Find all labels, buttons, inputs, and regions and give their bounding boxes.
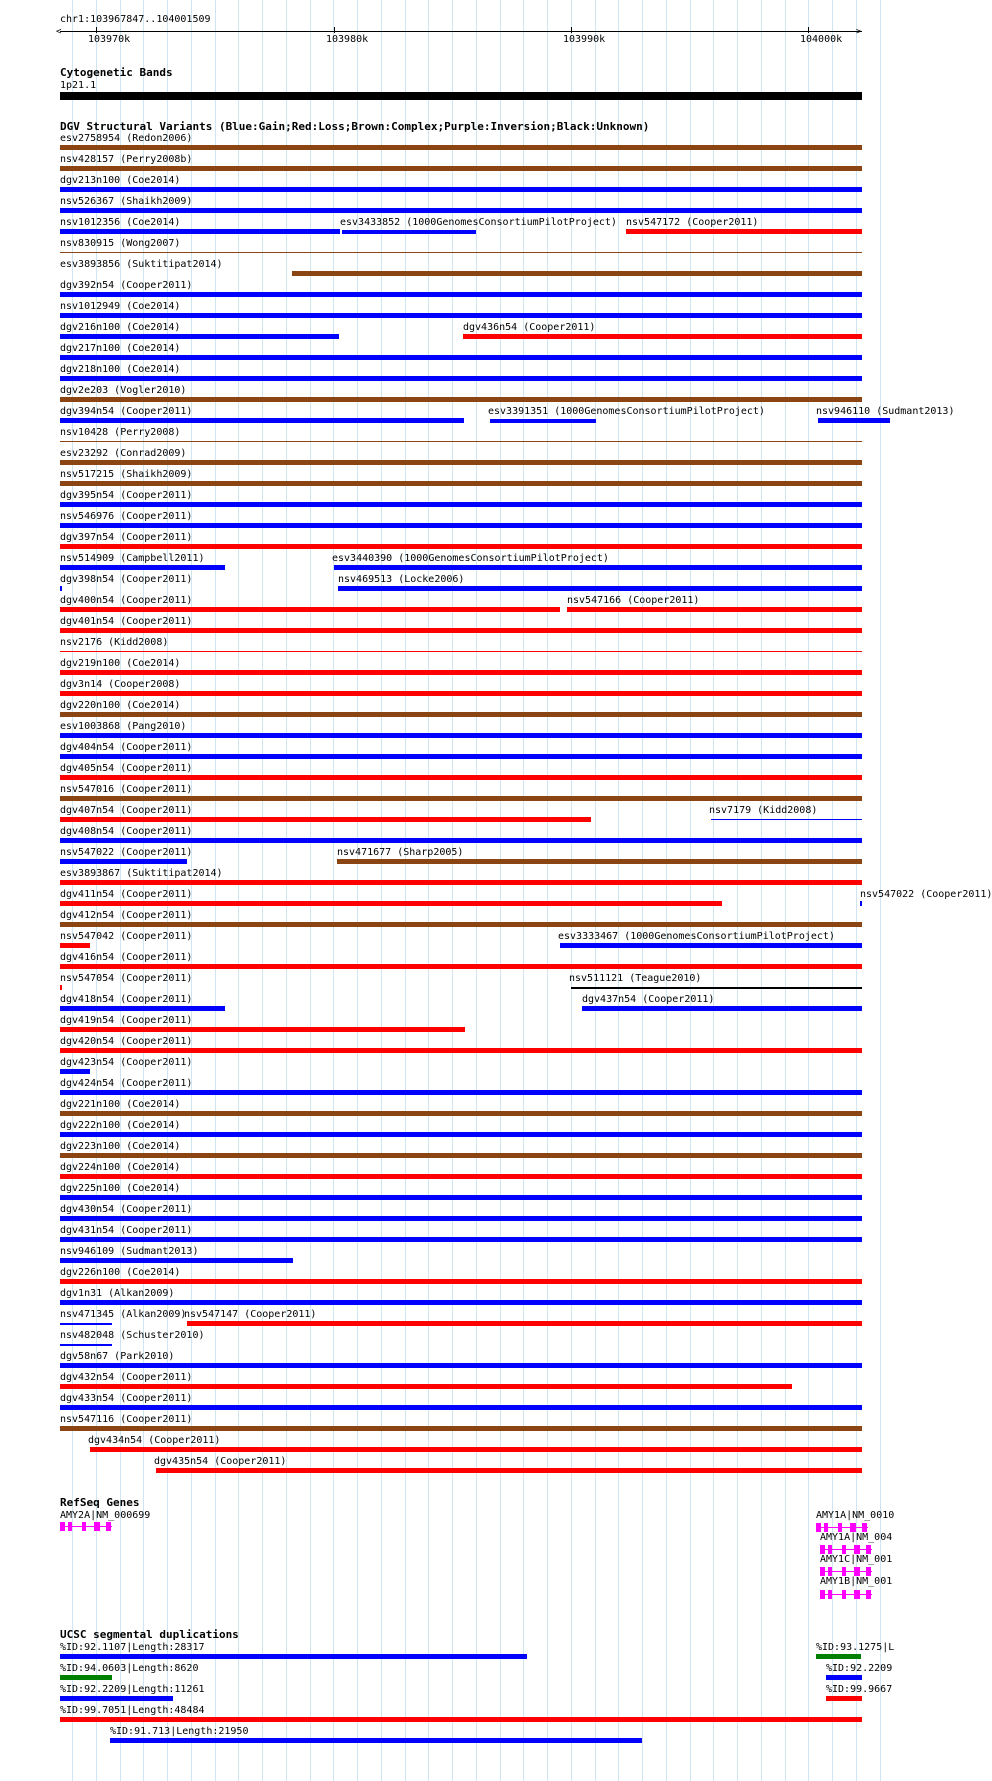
variant-bar[interactable] <box>337 859 862 864</box>
variant-label: nsv547116 (Cooper2011) <box>60 1414 193 1425</box>
gene-label: AMY1A|NM_0010 <box>816 1510 895 1521</box>
segdup-label: %ID:99.7051|Length:48484 <box>60 1705 205 1716</box>
variant-label: dgv436n54 (Cooper2011) <box>463 322 596 333</box>
variant-bar[interactable] <box>60 943 90 948</box>
gene-label: AMY2A|NM_000699 <box>60 1510 151 1521</box>
variant-bar[interactable] <box>60 1174 862 1179</box>
dgv-track-title: DGV Structural Variants (Blue:Gain;Red:Loss;Brown:Complex;Purple:Inversion;Black:Unknown) <box>60 120 650 133</box>
variant-label: dgv430n54 (Cooper2011) <box>60 1204 193 1215</box>
variant-label: nsv547172 (Cooper2011) <box>626 217 759 228</box>
variant-bar[interactable] <box>60 1153 862 1158</box>
grid-line <box>666 0 667 1781</box>
ruler-label: 103990k <box>563 34 606 45</box>
segdup-track-title: UCSC segmental duplications <box>60 1628 239 1641</box>
gene-exon[interactable] <box>850 1523 856 1532</box>
grid-line <box>618 0 619 1781</box>
variant-label: dgv218n100 (Coe2014) <box>60 364 181 375</box>
grid-line <box>310 0 311 1781</box>
variant-label: nsv517215 (Shaikh2009) <box>60 469 193 480</box>
variant-bar[interactable] <box>818 418 890 423</box>
gene-exon[interactable] <box>820 1545 825 1554</box>
variant-bar[interactable] <box>60 1384 792 1389</box>
ruler-right-arrow: > <box>856 27 862 37</box>
variant-bar[interactable] <box>60 817 591 822</box>
variant-label: nsv830915 (Wong2007) <box>60 238 181 249</box>
variant-label: dgv435n54 (Cooper2011) <box>154 1456 287 1467</box>
variant-label: dgv401n54 (Cooper2011) <box>60 616 193 627</box>
variant-bar[interactable] <box>60 651 862 652</box>
variant-label: dgv405n54 (Cooper2011) <box>60 763 193 774</box>
variant-label: dgv431n54 (Cooper2011) <box>60 1225 193 1236</box>
variant-label: dgv408n54 (Cooper2011) <box>60 826 193 837</box>
variant-label: nsv547147 (Cooper2011) <box>184 1309 317 1320</box>
gene-exon[interactable] <box>816 1523 821 1532</box>
grid-line <box>713 0 714 1781</box>
variant-label: nsv10428 (Perry2008) <box>60 427 181 438</box>
variant-label: dgv404n54 (Cooper2011) <box>60 742 193 753</box>
variant-label: nsv546976 (Cooper2011) <box>60 511 193 522</box>
variant-label: nsv547054 (Cooper2011) <box>60 973 193 984</box>
variant-bar[interactable] <box>60 1344 112 1346</box>
variant-bar[interactable] <box>60 565 225 570</box>
variant-bar[interactable] <box>571 987 862 989</box>
variant-label: dgv423n54 (Cooper2011) <box>60 1057 193 1068</box>
variant-label: esv3333467 (1000GenomesConsortiumPilotProject) <box>558 931 835 942</box>
location-label: chr1:103967847..104001509 <box>60 14 211 25</box>
segdup-label: %ID:94.0603|Length:8620 <box>60 1663 199 1674</box>
variant-bar[interactable] <box>60 397 862 402</box>
grid-line <box>595 0 596 1781</box>
variant-label: dgv412n54 (Cooper2011) <box>60 910 193 921</box>
variant-label: dgv424n54 (Cooper2011) <box>60 1078 193 1089</box>
grid-line <box>785 0 786 1781</box>
variant-bar[interactable] <box>60 1363 862 1368</box>
gene-label: AMY1B|NM_001 <box>820 1576 893 1587</box>
refseq-track-title: RefSeq Genes <box>60 1496 140 1509</box>
variant-label: dgv221n100 (Coe2014) <box>60 1099 181 1110</box>
gene-exon[interactable] <box>82 1522 86 1531</box>
gene-exon[interactable] <box>862 1523 867 1532</box>
variant-label: nsv7179 (Kidd2008) <box>709 805 818 816</box>
variant-bar[interactable] <box>60 670 862 675</box>
gene-exon[interactable] <box>820 1567 825 1576</box>
segdup-label: %ID:99.9667 <box>826 1684 893 1695</box>
variant-label: nsv547022 (Cooper2011) <box>860 889 992 900</box>
variant-bar[interactable] <box>60 712 862 717</box>
variant-bar[interactable] <box>334 565 862 570</box>
gene-exon[interactable] <box>866 1567 871 1576</box>
grid-line <box>238 0 239 1781</box>
grid-line <box>808 0 809 1781</box>
variant-label: esv3391351 (1000GenomesConsortiumPilotProject) <box>488 406 765 417</box>
variant-label: nsv1012356 (Coe2014) <box>60 217 181 228</box>
variant-bar[interactable] <box>60 292 862 297</box>
variant-label: dgv217n100 (Coe2014) <box>60 343 181 354</box>
variant-label: dgv392n54 (Cooper2011) <box>60 280 193 291</box>
grid-line <box>286 0 287 1781</box>
variant-bar[interactable] <box>60 628 862 633</box>
variant-label: nsv2176 (Kidd2008) <box>60 637 169 648</box>
variant-bar[interactable] <box>60 1006 225 1011</box>
variant-label: dgv418n54 (Cooper2011) <box>60 994 193 1005</box>
segdup-label: %ID:91.713|Length:21950 <box>110 1726 249 1737</box>
variant-bar[interactable] <box>60 838 862 843</box>
variant-bar[interactable] <box>60 355 862 360</box>
variant-label: esv1003868 (Pang2010) <box>60 721 187 732</box>
gene-exon[interactable] <box>842 1545 846 1554</box>
grid-line <box>571 0 572 1781</box>
variant-bar[interactable] <box>60 208 862 213</box>
gene-exon[interactable] <box>838 1523 842 1532</box>
variant-label: dgv433n54 (Cooper2011) <box>60 1393 193 1404</box>
grid-line <box>428 0 429 1781</box>
variant-bar[interactable] <box>60 481 862 486</box>
gene-label: AMY1C|NM_001 <box>820 1554 893 1565</box>
gene-exon[interactable] <box>68 1522 72 1531</box>
cytoband-track-title: Cytogenetic Bands <box>60 66 173 79</box>
variant-bar[interactable] <box>60 1027 465 1032</box>
gene-exon[interactable] <box>828 1567 832 1576</box>
variant-bar[interactable] <box>60 1405 862 1410</box>
cytoband-label: 1p21.1 <box>60 80 97 91</box>
variant-label: dgv216n100 (Coe2014) <box>60 322 181 333</box>
ruler-left-arrow: < <box>56 27 62 37</box>
gene-exon[interactable] <box>828 1590 832 1599</box>
variant-label: dgv437n54 (Cooper2011) <box>582 994 715 1005</box>
variant-bar[interactable] <box>60 544 862 549</box>
variant-bar[interactable] <box>560 943 862 948</box>
ruler-tick <box>571 27 572 33</box>
gene-exon[interactable] <box>106 1522 111 1531</box>
variant-bar[interactable] <box>60 418 464 423</box>
variant-bar[interactable] <box>60 1300 862 1305</box>
variant-bar[interactable] <box>60 229 340 234</box>
variant-bar[interactable] <box>60 1323 112 1325</box>
variant-bar[interactable] <box>60 880 862 885</box>
variant-bar[interactable] <box>338 586 862 591</box>
variant-label: dgv394n54 (Cooper2011) <box>60 406 193 417</box>
grid-line <box>262 0 263 1781</box>
grid-line <box>642 0 643 1781</box>
variant-label: dgv219n100 (Coe2014) <box>60 658 181 669</box>
variant-bar[interactable] <box>60 376 862 381</box>
gene-exon[interactable] <box>854 1545 860 1554</box>
variant-label: esv3893856 (Suktitipat2014) <box>60 259 223 270</box>
variant-label: esv3440390 (1000GenomesConsortiumPilotProject) <box>332 553 609 564</box>
grid-line <box>357 0 358 1781</box>
segdup-bar[interactable] <box>60 1675 112 1680</box>
variant-bar[interactable] <box>60 775 862 780</box>
grid-line <box>333 0 334 1781</box>
variant-bar[interactable] <box>60 1426 862 1431</box>
variant-label: dgv432n54 (Cooper2011) <box>60 1372 193 1383</box>
grid-line <box>381 0 382 1781</box>
variant-label: dgv395n54 (Cooper2011) <box>60 490 193 501</box>
grid-line <box>690 0 691 1781</box>
variant-label: nsv471345 (Alkan2009) <box>60 1309 187 1320</box>
segdup-bar[interactable] <box>816 1654 861 1659</box>
segdup-label: %ID:92.1107|Length:28317 <box>60 1642 205 1653</box>
variant-bar[interactable] <box>60 441 862 442</box>
variant-label: esv3433852 (1000GenomesConsortiumPilotProject) <box>340 217 617 228</box>
variant-bar[interactable] <box>60 796 862 801</box>
gene-exon[interactable] <box>828 1545 832 1554</box>
segdup-label: %ID:93.1275|L <box>816 1642 895 1653</box>
variant-bar[interactable] <box>60 460 862 465</box>
variant-label: dgv400n54 (Cooper2011) <box>60 595 193 606</box>
variant-label: nsv1012949 (Coe2014) <box>60 301 181 312</box>
variant-label: dgv419n54 (Cooper2011) <box>60 1015 193 1026</box>
variant-bar[interactable] <box>463 334 862 339</box>
variant-label: dgv223n100 (Coe2014) <box>60 1141 181 1152</box>
variant-label: dgv225n100 (Coe2014) <box>60 1183 181 1194</box>
variant-bar[interactable] <box>60 922 862 927</box>
variant-bar[interactable] <box>60 1195 862 1200</box>
variant-label: dgv1n31 (Alkan2009) <box>60 1288 175 1299</box>
gene-label: AMY1A|NM_004 <box>820 1532 893 1543</box>
segdup-bar[interactable] <box>60 1654 527 1659</box>
variant-bar[interactable] <box>187 1321 862 1326</box>
gene-exon[interactable] <box>820 1590 825 1599</box>
variant-bar[interactable] <box>60 607 560 612</box>
variant-bar[interactable] <box>60 1132 862 1137</box>
variant-label: nsv547166 (Cooper2011) <box>567 595 700 606</box>
variant-label: dgv213n100 (Coe2014) <box>60 175 181 186</box>
variant-bar[interactable] <box>60 145 862 150</box>
ruler-tick <box>808 27 809 33</box>
segdup-bar[interactable] <box>110 1738 642 1743</box>
variant-label: dgv416n54 (Cooper2011) <box>60 952 193 963</box>
segdup-bar[interactable] <box>60 1696 173 1701</box>
grid-line <box>737 0 738 1781</box>
variant-label: dgv224n100 (Coe2014) <box>60 1162 181 1173</box>
variant-bar[interactable] <box>582 1006 862 1011</box>
variant-label: dgv3n14 (Cooper2008) <box>60 679 181 690</box>
variant-bar[interactable] <box>342 230 476 234</box>
grid-line <box>547 0 548 1781</box>
variant-bar[interactable] <box>567 607 862 612</box>
variant-label: dgv226n100 (Coe2014) <box>60 1267 181 1278</box>
variant-bar[interactable] <box>60 1048 862 1053</box>
variant-label: nsv471677 (Sharp2005) <box>337 847 464 858</box>
variant-bar[interactable] <box>60 502 862 507</box>
variant-label: dgv222n100 (Coe2014) <box>60 1120 181 1131</box>
variant-label: dgv407n54 (Cooper2011) <box>60 805 193 816</box>
variant-bar[interactable] <box>60 964 862 969</box>
variant-label: nsv547022 (Cooper2011) <box>60 847 193 858</box>
variant-bar[interactable] <box>60 187 862 192</box>
grid-line <box>476 0 477 1781</box>
variant-label: nsv547016 (Cooper2011) <box>60 784 193 795</box>
grid-line <box>405 0 406 1781</box>
variant-label: esv23292 (Conrad2009) <box>60 448 187 459</box>
variant-bar[interactable] <box>60 1216 862 1221</box>
variant-bar[interactable] <box>60 1258 293 1263</box>
grid-line <box>452 0 453 1781</box>
variant-label: dgv398n54 (Cooper2011) <box>60 574 193 585</box>
gene-exon[interactable] <box>842 1567 846 1576</box>
variant-bar[interactable] <box>860 901 862 906</box>
variant-bar[interactable] <box>60 586 62 591</box>
variant-bar[interactable] <box>60 901 722 906</box>
variant-label: nsv547042 (Cooper2011) <box>60 931 193 942</box>
segdup-bar[interactable] <box>826 1696 862 1701</box>
variant-label: nsv511121 (Teague2010) <box>569 973 702 984</box>
variant-bar[interactable] <box>60 859 187 864</box>
variant-label: nsv946110 (Sudmant2013) <box>816 406 955 417</box>
variant-bar[interactable] <box>626 229 862 234</box>
variant-bar[interactable] <box>60 252 862 253</box>
ruler-label: 104000k <box>800 34 843 45</box>
variant-label: dgv411n54 (Cooper2011) <box>60 889 193 900</box>
ruler-label: 103970k <box>88 34 131 45</box>
grid-line <box>761 0 762 1781</box>
ruler-tick <box>334 27 335 33</box>
variant-label: esv3893867 (Suktitipat2014) <box>60 868 223 879</box>
gene-exon[interactable] <box>866 1590 871 1599</box>
segdup-bar[interactable] <box>826 1675 862 1680</box>
variant-bar[interactable] <box>156 1468 862 1473</box>
variant-bar[interactable] <box>60 1111 862 1116</box>
variant-label: nsv428157 (Perry2008b) <box>60 154 193 165</box>
variant-bar[interactable] <box>60 691 862 696</box>
segdup-label: %ID:92.2209|Length:11261 <box>60 1684 205 1695</box>
variant-bar[interactable] <box>60 733 862 738</box>
variant-bar[interactable] <box>60 1279 862 1284</box>
gene-exon[interactable] <box>842 1590 846 1599</box>
variant-bar[interactable] <box>60 1069 90 1074</box>
variant-label: dgv420n54 (Cooper2011) <box>60 1036 193 1047</box>
variant-bar[interactable] <box>60 166 862 171</box>
segdup-label: %ID:92.2209 <box>826 1663 893 1674</box>
variant-label: nsv469513 (Locke2006) <box>338 574 465 585</box>
variant-label: dgv2e203 (Vogler2010) <box>60 385 187 396</box>
variant-bar[interactable] <box>60 1090 862 1095</box>
variant-bar[interactable] <box>60 985 62 990</box>
variant-label: esv2758954 (Redon2006) <box>60 133 193 144</box>
variant-label: dgv434n54 (Cooper2011) <box>88 1435 221 1446</box>
cytoband-bar[interactable] <box>60 92 862 100</box>
gene-exon[interactable] <box>854 1567 860 1576</box>
segdup-bar[interactable] <box>60 1717 862 1722</box>
variant-bar[interactable] <box>60 313 862 318</box>
variant-bar[interactable] <box>711 819 862 820</box>
ruler-line <box>60 31 862 32</box>
variant-label: dgv220n100 (Coe2014) <box>60 700 181 711</box>
variant-label: nsv514909 (Campbell2011) <box>60 553 205 564</box>
ruler-tick <box>96 27 97 33</box>
ruler-label: 103980k <box>326 34 369 45</box>
gene-exon[interactable] <box>824 1523 828 1532</box>
variant-label: nsv526367 (Shaikh2009) <box>60 196 193 207</box>
variant-bar[interactable] <box>60 1237 862 1242</box>
gene-exon[interactable] <box>866 1545 871 1554</box>
gene-exon[interactable] <box>60 1522 65 1531</box>
variant-label: dgv58n67 (Park2010) <box>60 1351 175 1362</box>
variant-bar[interactable] <box>60 334 339 339</box>
variant-label: dgv397n54 (Cooper2011) <box>60 532 193 543</box>
grid-line <box>500 0 501 1781</box>
grid-line <box>523 0 524 1781</box>
variant-label: nsv946109 (Sudmant2013) <box>60 1246 199 1257</box>
gene-exon[interactable] <box>854 1590 860 1599</box>
variant-label: nsv482048 (Schuster2010) <box>60 1330 205 1341</box>
variant-bar[interactable] <box>90 1447 862 1452</box>
variant-bar[interactable] <box>60 754 862 759</box>
gene-exon[interactable] <box>94 1522 100 1531</box>
variant-bar[interactable] <box>292 271 862 276</box>
variant-bar[interactable] <box>490 419 596 423</box>
variant-bar[interactable] <box>60 523 862 528</box>
